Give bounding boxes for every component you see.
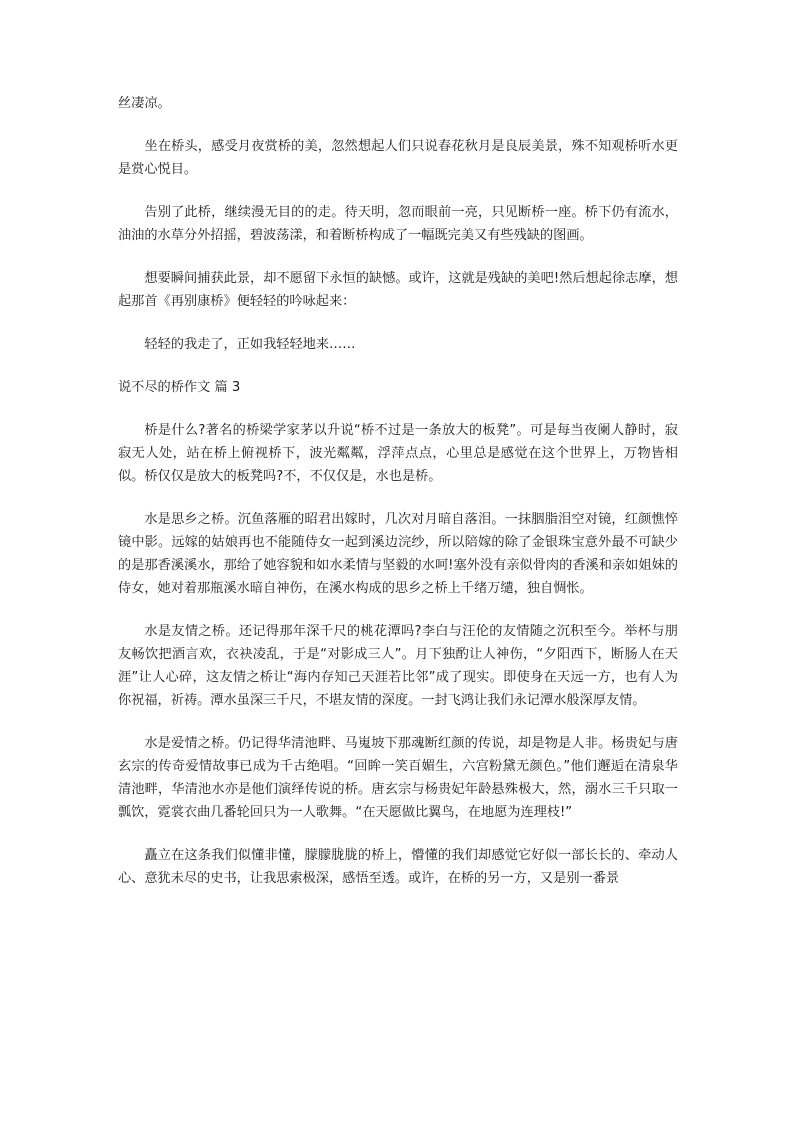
paragraph: 坐在桥头，感受月夜赏桥的美，忽然想起人们只说春花秋月是良辰美景，殊不知观桥听水更是赏心悦目。 bbox=[118, 139, 678, 177]
paragraph: 桥是什么?著名的桥梁学家茅以升说“桥不过是一条放大的板凳”。可是每当夜阑人静时，寂寂无人处，站在桥上俯视桥下，波光粼粼，浮萍点点，心里总是感觉在这个世界上，万物皆相似。桥仅仅是放大的板凳吗?不，不仅仅是，水也是桥。 bbox=[118, 423, 678, 484]
section-title: 说不尽的桥作文 篇 3 bbox=[118, 380, 241, 395]
paragraph: 水是友情之桥。还记得那年深千尺的桃花潭吗?李白与汪伦的友情随之沉积至今。举杯与朋友畅饮把酒言欢，衣袂凌乱，于是“对影成三人”。月下独酌让人神伤，“夕阳西下，断肠人在天涯”让人心碎，这友情之桥让“海内存知己天涯若比邻”成了现实。即使身在天远一方，也有人为你祝福，祈祷。潭水虽深三千尺，不堪友情的深度。一封飞鸿让我们永记潭水般深厚友情。 bbox=[118, 624, 678, 708]
paragraph: 水是爱情之桥。仍记得华清池畔、马嵬坡下那魂断红颜的传说，却是物是人非。杨贵妃与唐玄宗的传奇爱情故事已成为千古绝唱。“回眸一笑百媚生，六宫粉黛无颜色。”他们邂逅在清泉华清池畔，华清池水亦是他们演绎传说的桥。唐玄宗与杨贵妃年龄悬殊极大，然，溺水三千只取一瓢饮，霓裳衣曲几番轮回只为一人歌舞。“在天愿做比翼鸟，在地愿为连理枝!” bbox=[118, 736, 678, 820]
paragraph: 想要瞬间捕获此景，却不愿留下永恒的缺憾。或许，这就是残缺的美吧!然后想起徐志摩，想起那首《再别康桥》便轻轻的吟咏起来： bbox=[118, 271, 678, 309]
paragraph: 告别了此桥，继续漫无目的的走。待天明，忽而眼前一亮，只见断桥一座。桥下仍有流水，油油的水草分外招摇，碧波荡漾，和着断桥构成了一幅既完美又有些残缺的图画。 bbox=[118, 205, 678, 243]
paragraph: 矗立在这条我们似懂非懂，朦朦胧胧的桥上，懵懂的我们却感觉它好似一部长长的、牵动人心、意犹未尽的史书，让我思索极深，感悟至透。或许，在桥的另一方，又是别一番景 bbox=[118, 848, 678, 886]
paragraph-poem-line: 轻轻的我走了，正如我轻轻地来…… bbox=[144, 337, 356, 352]
paragraph: 水是思乡之桥。沉鱼落雁的昭君出嫁时，几次对月暗自落泪。一抹胭脂泪空对镜，红颜憔悴镜中影。远嫁的姑娘再也不能随侍女一起到溪边浣纱，所以陪嫁的除了金银珠宝意外最不可缺少的是那香溪溪水，那给了她容貌和如水柔情与坚毅的水呵!塞外没有亲似骨肉的香溪和亲如姐妹的侍女，她对着那瓶溪水暗自神伤，在溪水构成的思乡之桥上千绪万缱，独自惆怅。 bbox=[118, 512, 678, 596]
paragraph-fragment: 丝凄凉。 bbox=[118, 96, 171, 111]
document-body bbox=[118, 92, 678, 910]
